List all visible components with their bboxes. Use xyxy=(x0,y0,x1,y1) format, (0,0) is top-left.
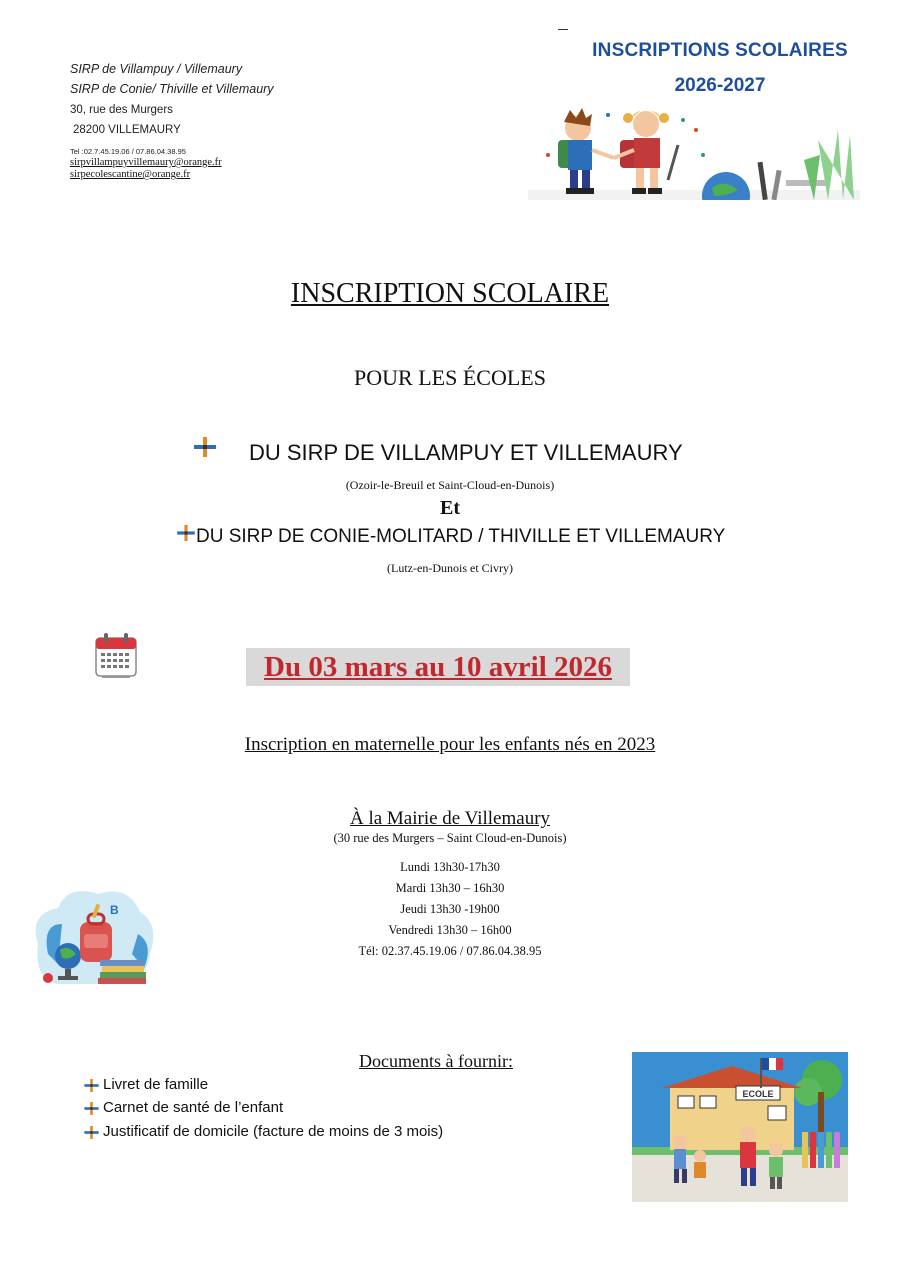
hours-monday: Lundi 13h30-17h30 xyxy=(400,860,500,874)
school-building-illustration xyxy=(632,1052,848,1202)
location-address: (30 rue des Murgers – Saint Cloud-en-Dunois) xyxy=(333,831,567,845)
location-name: À la Mairie de Villemaury xyxy=(349,808,551,829)
calendar-icon xyxy=(94,632,138,680)
bullet-icon xyxy=(177,525,195,541)
registration-dates: Du 03 mars au 10 avril 2026 xyxy=(264,651,612,683)
org-line-2: SIRP de Conie/ Thiville et Villemaury xyxy=(70,82,274,96)
eligibility-text: Inscription en maternelle pour les enfants nés en 2023 xyxy=(244,734,656,755)
hours-thursday: Jeudi 13h30 -19h00 xyxy=(400,902,500,916)
document-item-label: Justificatif de domicile (facture de moins de 3 mois) xyxy=(103,1123,444,1140)
org-line-1: SIRP de Villampuy / Villemaury xyxy=(70,62,243,76)
school-supplies-illustration xyxy=(28,884,160,988)
document-item-label: Livret de famille xyxy=(103,1076,209,1093)
sirp-2-communes: (Lutz-en-Dunois et Civry) xyxy=(387,561,513,575)
school-sign-text: ECOLE xyxy=(742,1089,774,1099)
document-item-2 xyxy=(84,1099,283,1116)
document-item-3 xyxy=(84,1123,443,1140)
address-city: 28200 VILLEMAURY xyxy=(73,124,181,136)
sirp-1-communes: (Ozoir-le-Breuil et Saint-Cloud-en-Dunois) xyxy=(345,478,555,492)
page-subtitle: POUR LES ÉCOLES xyxy=(354,365,546,390)
hours-tuesday: Mardi 13h30 – 16h30 xyxy=(395,881,505,895)
address-street: 30, rue des Murgers xyxy=(70,104,173,116)
document-item-label: Carnet de santé de l’enfant xyxy=(103,1099,284,1116)
page-title: INSCRIPTION SCOLAIRE xyxy=(290,278,610,309)
svg-text:B: B xyxy=(110,903,119,917)
children-illustration xyxy=(528,100,860,200)
scan-mark xyxy=(558,29,568,30)
bullet-icon xyxy=(84,1079,99,1092)
document-item-1 xyxy=(84,1076,208,1093)
bullet-icon xyxy=(84,1126,99,1139)
header-phone: Tel :02.7.45.19.06 / 07.86.04.38.95 xyxy=(70,147,186,156)
location-phone: Tél: 02.37.45.19.06 / 07.86.04.38.95 xyxy=(358,944,542,958)
hours-friday: Vendredi 13h30 – 16h00 xyxy=(388,923,512,937)
bullet-icon xyxy=(84,1102,99,1115)
sirp-2-name: DU SIRP DE CONIE-MOLITARD / THIVILLE ET VILLEMAURY xyxy=(196,526,726,547)
connector-text: Et xyxy=(440,497,460,519)
email-link-2[interactable]: sirpecolescantine@orange.fr xyxy=(70,169,191,180)
bullet-icon xyxy=(194,437,216,457)
documents-heading: Documents à fournir: xyxy=(359,1051,513,1071)
email-link-1[interactable]: sirpvillampuyvillemaury@orange.fr xyxy=(70,157,222,168)
banner-year: 2026-2027 xyxy=(674,75,766,96)
sirp-1-name: DU SIRP DE VILLAMPUY ET VILLEMAURY xyxy=(249,440,683,465)
banner-title: INSCRIPTIONS SCOLAIRES xyxy=(592,40,848,61)
